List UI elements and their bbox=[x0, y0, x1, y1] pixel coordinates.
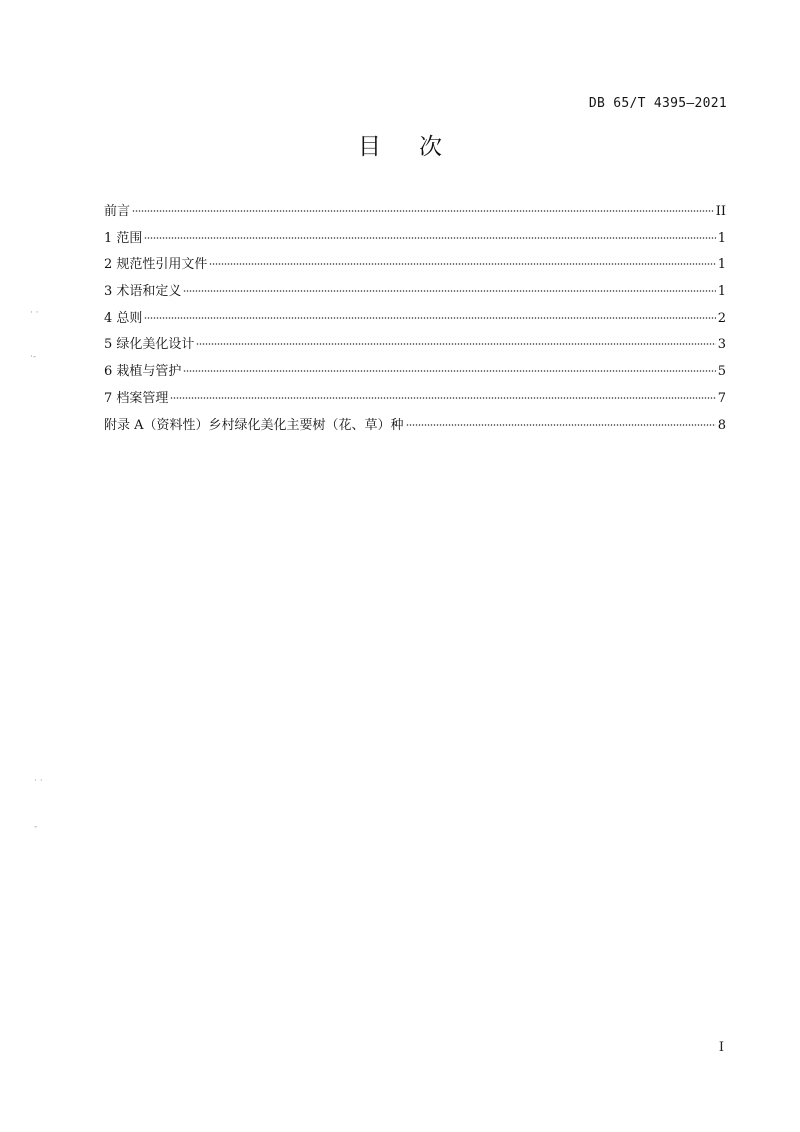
toc-dot-leader bbox=[183, 290, 715, 292]
toc-entry-appendix-a[interactable] bbox=[104, 413, 726, 440]
toc-entry-foreword[interactable] bbox=[104, 199, 726, 226]
toc-entry-label: 3 术语和定义 bbox=[104, 284, 182, 300]
toc-entry-page: 1 bbox=[717, 257, 726, 273]
toc-dot-leader bbox=[144, 237, 715, 239]
toc-entry-page: 3 bbox=[717, 337, 726, 353]
toc-dot-leader bbox=[132, 210, 714, 212]
toc-entry-planting-maintenance[interactable] bbox=[104, 359, 726, 386]
toc-title bbox=[0, 128, 800, 161]
toc-entry-page: 1 bbox=[717, 230, 726, 246]
toc-entry-scope[interactable] bbox=[104, 226, 726, 253]
toc-entry-normative-references[interactable] bbox=[104, 252, 726, 279]
toc-entry-page: 7 bbox=[717, 390, 726, 406]
toc-entry-page: 8 bbox=[717, 417, 726, 433]
toc-dot-leader bbox=[406, 424, 716, 426]
toc-entry-label: 前言 bbox=[104, 204, 131, 219]
toc-entry-archive-management[interactable] bbox=[104, 386, 726, 413]
toc-title-char-2: 次 bbox=[419, 134, 442, 160]
toc-list bbox=[104, 199, 726, 439]
toc-dot-leader bbox=[196, 343, 715, 345]
toc-entry-label: 5 绿化美化设计 bbox=[104, 337, 195, 353]
toc-entry-page: 2 bbox=[717, 310, 726, 326]
toc-entry-label: 附录 A（资料性）乡村绿化美化主要树（花、草）种 bbox=[104, 417, 404, 433]
toc-dot-leader bbox=[209, 263, 715, 265]
toc-dot-leader bbox=[183, 370, 715, 372]
toc-entry-label: 2 规范性引用文件 bbox=[104, 257, 208, 273]
toc-entry-label: 4 总则 bbox=[104, 310, 143, 326]
toc-entry-label: 1 范围 bbox=[104, 230, 143, 246]
scan-speck: - bbox=[34, 822, 38, 832]
toc-entry-label: 6 栽植与管护 bbox=[104, 364, 182, 380]
scan-speck: · · bbox=[30, 308, 39, 318]
toc-dot-leader bbox=[170, 397, 715, 399]
toc-entry-page: 1 bbox=[717, 284, 726, 300]
toc-dot-leader bbox=[144, 317, 715, 319]
toc-entry-greening-design[interactable] bbox=[104, 332, 726, 359]
document-code: DB 65/T 4395—2021 bbox=[588, 96, 727, 111]
toc-entry-general[interactable] bbox=[104, 306, 726, 333]
toc-title-char-1: 目 bbox=[358, 134, 381, 160]
toc-entry-page: II bbox=[715, 204, 726, 219]
page-number: I bbox=[718, 1040, 724, 1055]
toc-entry-page: 5 bbox=[717, 364, 726, 380]
scan-speck: ·- bbox=[30, 352, 37, 362]
scan-speck: · · bbox=[34, 776, 43, 786]
toc-entry-label: 7 档案管理 bbox=[104, 390, 169, 406]
toc-entry-terms[interactable] bbox=[104, 279, 726, 306]
